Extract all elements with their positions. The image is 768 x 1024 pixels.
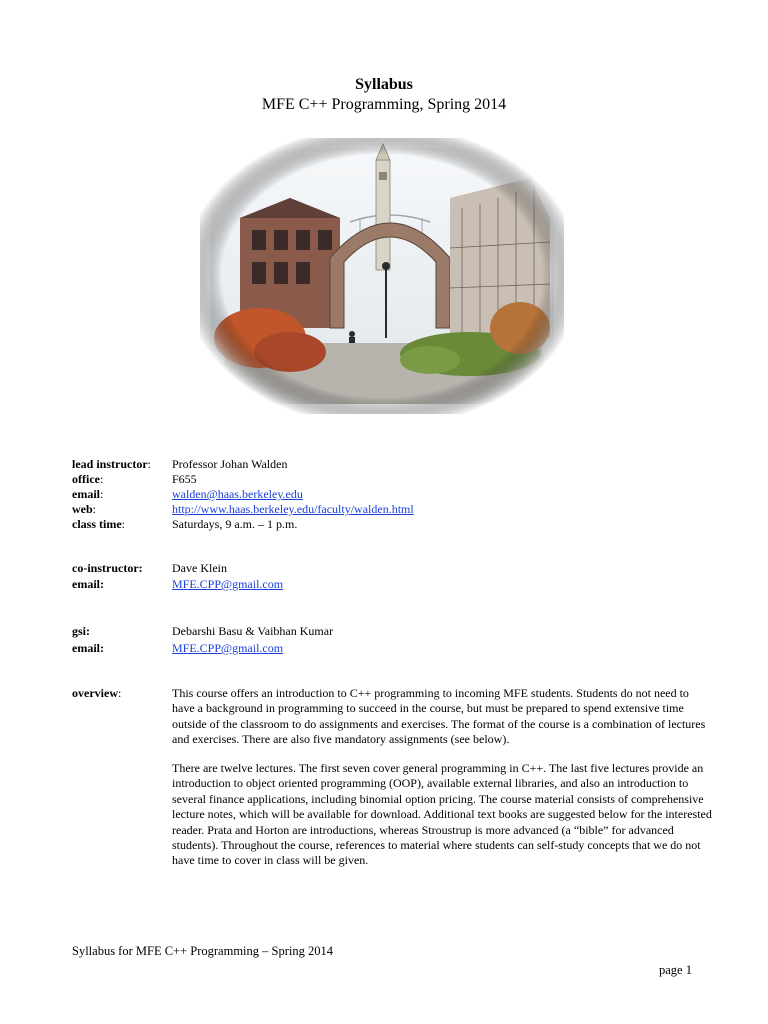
page-title: Syllabus: [355, 76, 413, 93]
overview-paragraph-2: There are twelve lectures. The first seven cover general programming in C++. The last five lectures provide an introduction to object oriented programming (OOP), available external libraries, and also an introduction to several finance applications, including binomial option pricing. The course material consists of comprehensive lecture notes, which will be available for download. Additional text books are suggested below for the interested reader. Prata and Horton are introductions, whereas Stroustrup is more advanced (a “bible” for advanced students). Throughout the course, references to material where students can self-study concepts that we do not have time to cover in class will be given.: [172, 761, 712, 868]
co-instructor-value: Dave Klein: [172, 561, 227, 575]
footer-text: Syllabus for MFE C++ Programming – Spring 2014: [72, 944, 333, 958]
web-link[interactable]: http://www.haas.berkeley.edu/faculty/walden.html: [172, 502, 414, 516]
lead-email-link[interactable]: walden@haas.berkeley.edu: [172, 487, 303, 501]
class-time-value: Saturdays, 9 a.m. – 1 p.m.: [172, 517, 298, 531]
gsi-email-label: email:: [72, 641, 104, 655]
gsi-email-link[interactable]: MFE.CPP@gmail.com: [172, 641, 284, 655]
co-instructor-email-link[interactable]: MFE.CPP@gmail.com: [172, 577, 284, 591]
page-subtitle: MFE C++ Programming, Spring 2014: [261, 96, 507, 113]
lead-instructor-label: lead instructor:: [72, 457, 151, 471]
overview-label: overview:: [72, 686, 122, 700]
gsi-value: Debarshi Basu & Vaibhan Kumar: [172, 624, 334, 638]
gsi-label: gsi:: [72, 624, 90, 638]
email-label: email:: [72, 487, 104, 501]
co-instructor-label: co-instructor:: [72, 561, 143, 575]
office-value: F655: [172, 472, 197, 486]
page-number: page 1: [659, 963, 692, 977]
office-label: office:: [72, 472, 104, 486]
campus-building-illustration: [200, 138, 564, 414]
lead-instructor-value: Professor Johan Walden: [172, 457, 288, 471]
web-label: web:: [72, 502, 97, 516]
co-instructor-email-label: email:: [72, 577, 104, 591]
overview-paragraph-1: This course offers an introduction to C++ programming to incoming MFE students. Students do not need to have a background in programming to succeed in the course, but must be prepared to spend extensive time outside of the classroom to do assignments and exercises. The format of the course is a combination of lectures and exercises. There are also five mandatory assignments (see below).: [172, 686, 706, 747]
class-time-label: class time:: [72, 517, 125, 531]
